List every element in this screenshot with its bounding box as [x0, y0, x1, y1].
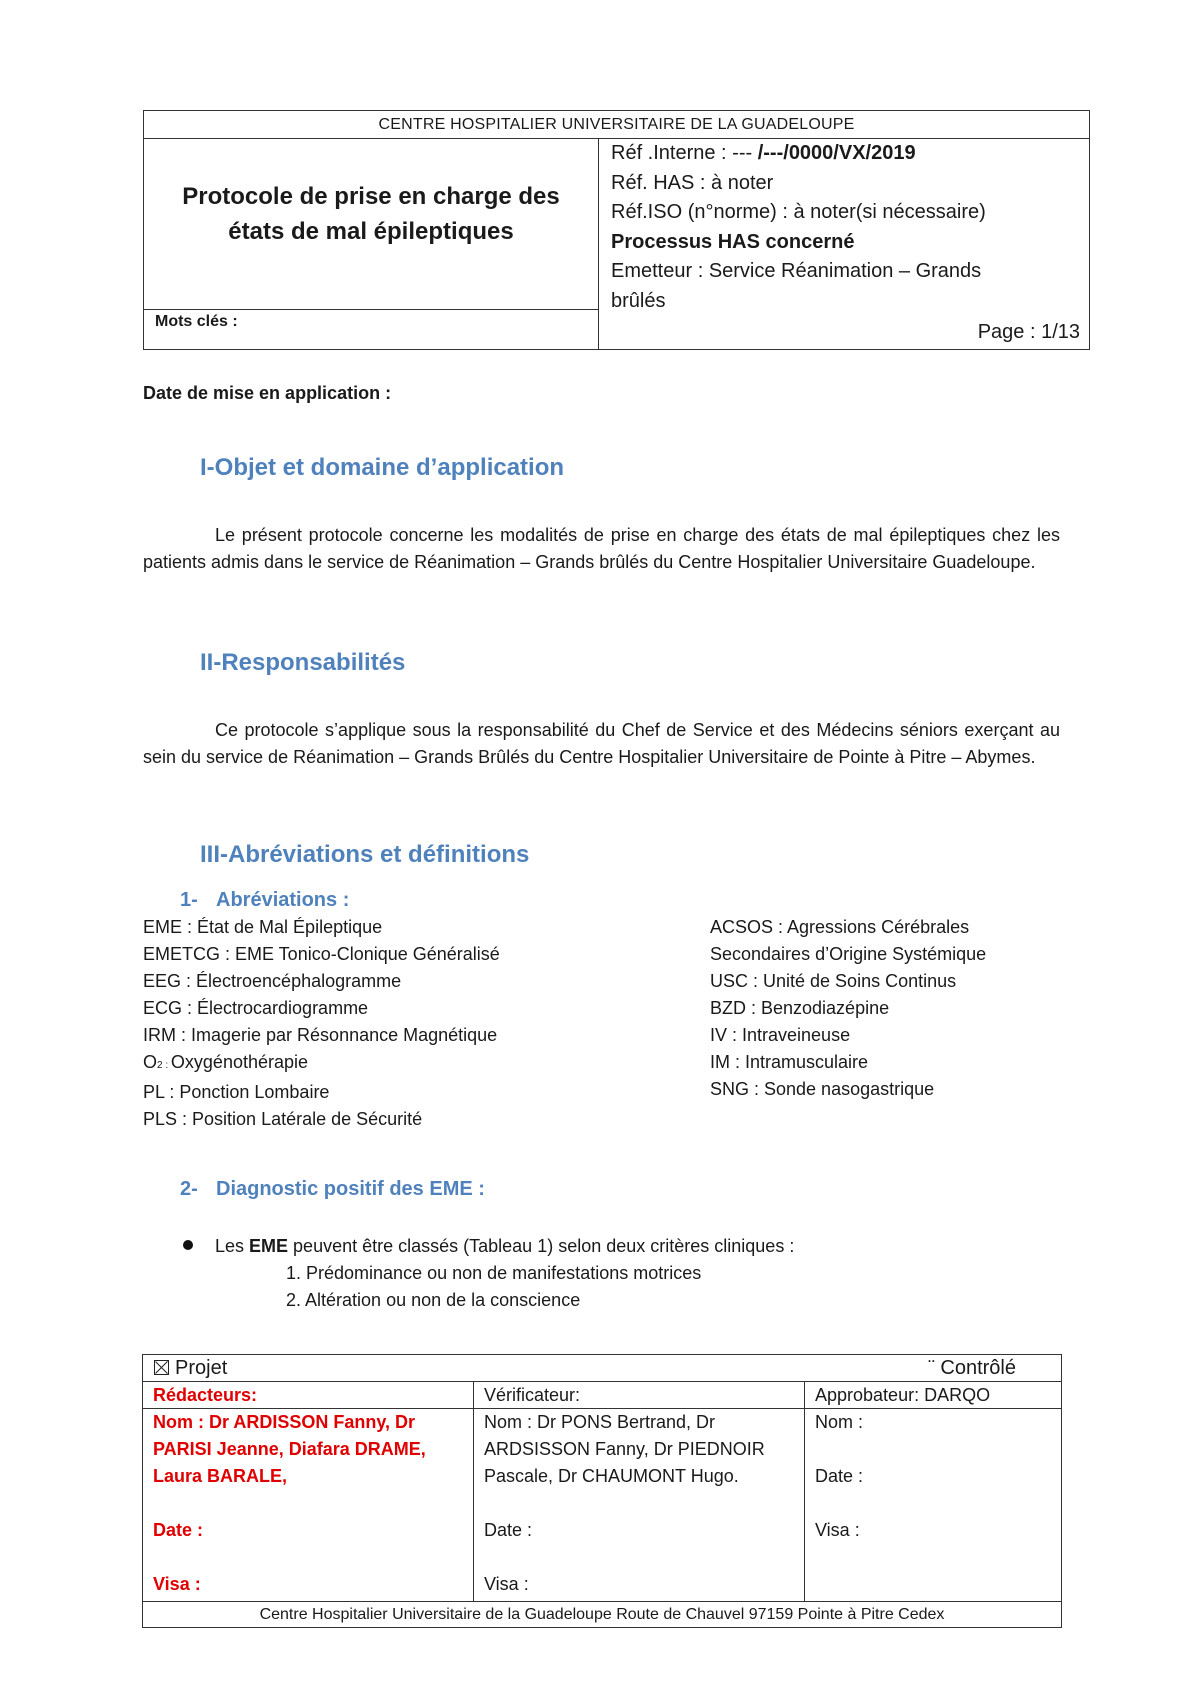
verificateur-label: Vérificateur: — [474, 1382, 804, 1409]
abbreviations-right-column — [710, 914, 986, 1103]
verificateur-visa: Visa : — [484, 1574, 529, 1594]
verificateur-name: ARDSISSON Fanny, Dr PIEDNOIR — [484, 1439, 765, 1459]
criteria-item: 2. Altération ou non de la conscience — [286, 1290, 581, 1310]
subsection-2-title: Diagnostic positif des EME : — [216, 1178, 485, 1200]
subsection-1-number: 1- — [180, 889, 198, 911]
approbateur-date: Date : — [815, 1466, 864, 1486]
controle-status: ¨ Contrôlé — [928, 1357, 1016, 1379]
abbr-item: EME : État de Mal Épileptique — [143, 917, 383, 937]
abbr-item: SNG : Sonde nasogastrique — [710, 1079, 935, 1099]
section-2-heading: II-Responsabilités — [200, 649, 406, 676]
abbr-item: USC : Unité de Soins Continus — [710, 971, 957, 991]
section-1-text: Le présent protocole concerne les modalités de prise en charge des états de mal épileptiques chez les patients admis dans le service de Réanimation – Grands brûlés du Centre Hospitalier Universitaire Guadeloupe. — [143, 525, 1060, 572]
checked-box-icon — [154, 1360, 169, 1375]
abbr-item: PL : Ponction Lombaire — [143, 1082, 330, 1102]
diagnostic-bullet: Les EME peuvent être classés (Tableau 1) selon deux critères cliniques : — [183, 1233, 794, 1260]
subsection-2-number: 2- — [180, 1178, 198, 1200]
validation-table — [142, 1354, 1062, 1628]
section-2-text: Ce protocole s’applique sous la responsabilité du Chef de Service et des Médecins séniors exerçant au sein du service de Réanimation – Grands Brûlés du Centre Hospitalier Universitaire de Pointe à Pitre – Abymes. — [143, 720, 1060, 767]
processus-has: Processus HAS concerné — [611, 230, 855, 253]
abbr-item: Secondaires d’Origine Systémique — [710, 944, 987, 964]
redacteurs-name: Laura BARALE, — [153, 1466, 288, 1486]
ref-interne — [611, 139, 1090, 169]
ref-interne-label: Réf .Interne : --- — [611, 142, 758, 164]
emetteur-line-2: brûlés — [611, 289, 666, 312]
document-header-table — [143, 110, 1090, 350]
criteria-item: 1. Prédominance ou non de manifestations motrices — [286, 1263, 702, 1283]
ref-iso: Réf.ISO (n°norme) : à noter(si nécessaire) — [611, 201, 986, 223]
criteria-list — [286, 1260, 701, 1314]
redacteurs-date: Date : — [153, 1520, 204, 1540]
emetteur-line-1: Emetteur : Service Réanimation – Grands — [611, 260, 982, 282]
reference-cell — [600, 139, 1090, 349]
abbr-item-o2: O2 : Oxygénothérapie — [143, 1052, 309, 1072]
bullet-dot-icon — [183, 1240, 193, 1250]
verificateur-date: Date : — [484, 1520, 533, 1540]
section-1-paragraph — [143, 522, 1060, 576]
redacteurs-name: PARISI Jeanne, Diafara DRAME, — [153, 1439, 426, 1459]
ref-has: Réf. HAS : à noter — [611, 171, 774, 194]
abbr-item: IV : Intraveineuse — [710, 1025, 851, 1045]
header-title-cell — [144, 139, 599, 349]
date-application-label: Date de mise en application : — [143, 383, 392, 403]
approbateur-label: Approbateur: DARQO — [805, 1382, 1061, 1409]
projet-status: Projet — [154, 1355, 227, 1382]
status-row — [143, 1355, 1061, 1382]
footer-address: Centre Hospitalier Universitaire de la Guadeloupe Route de Chauvel 97159 Pointe à Pitre Cedex — [143, 1601, 1061, 1627]
document-title-line-2: états de mal épileptiques — [228, 218, 514, 245]
section-3-heading: III-Abréviations et définitions — [200, 841, 530, 868]
document-title-line-1: Protocole de prise en charge des — [182, 183, 560, 210]
keywords-label: Mots clés : — [144, 309, 598, 349]
abbr-item: EMETCG : EME Tonico-Clonique Généralisé — [143, 944, 500, 964]
subsection-diagnostic-heading — [180, 1175, 485, 1203]
subsection-1-title: Abréviations : — [216, 889, 350, 911]
section-2-paragraph — [143, 717, 1060, 771]
abbr-item: PLS : Position Latérale de Sécurité — [143, 1109, 423, 1129]
page-number: Page : 1/13 — [977, 321, 1080, 343]
redacteurs-name: Nom : Dr ARDISSON Fanny, Dr — [153, 1412, 416, 1432]
document-title — [144, 179, 598, 249]
approbateur-column — [805, 1382, 1061, 1601]
approbateur-visa: Visa : — [815, 1520, 860, 1540]
abbr-item: ACSOS : Agressions Cérébrales — [710, 917, 970, 937]
verificateur-column — [474, 1382, 805, 1601]
verificateur-name: Pascale, Dr CHAUMONT Hugo. — [484, 1466, 739, 1486]
abbr-item: ECG : Électrocardiogramme — [143, 998, 369, 1018]
abbr-item: BZD : Benzodiazépine — [710, 998, 890, 1018]
ref-interne-value: /---/0000/VX/2019 — [757, 142, 916, 164]
subsection-abbreviations-heading — [180, 886, 349, 914]
redacteurs-visa: Visa : — [153, 1574, 201, 1594]
verificateur-name: Nom : Dr PONS Bertrand, Dr — [484, 1412, 716, 1432]
redacteurs-column — [143, 1382, 474, 1601]
abbr-item: IRM : Imagerie par Résonnance Magnétique — [143, 1025, 498, 1045]
approbateur-nom: Nom : — [815, 1412, 864, 1432]
section-1-heading: I-Objet et domaine d’application — [200, 454, 565, 481]
redacteurs-label: Rédacteurs: — [143, 1382, 473, 1409]
hospital-name: CENTRE HOSPITALIER UNIVERSITAIRE DE LA GUADELOUPE — [144, 111, 1089, 139]
abbr-item: EEG : Électroencéphalogramme — [143, 971, 402, 991]
eme-bold: EME — [249, 1236, 289, 1256]
abbr-item: IM : Intramusculaire — [710, 1052, 869, 1072]
abbreviations-left-column — [143, 914, 500, 1133]
